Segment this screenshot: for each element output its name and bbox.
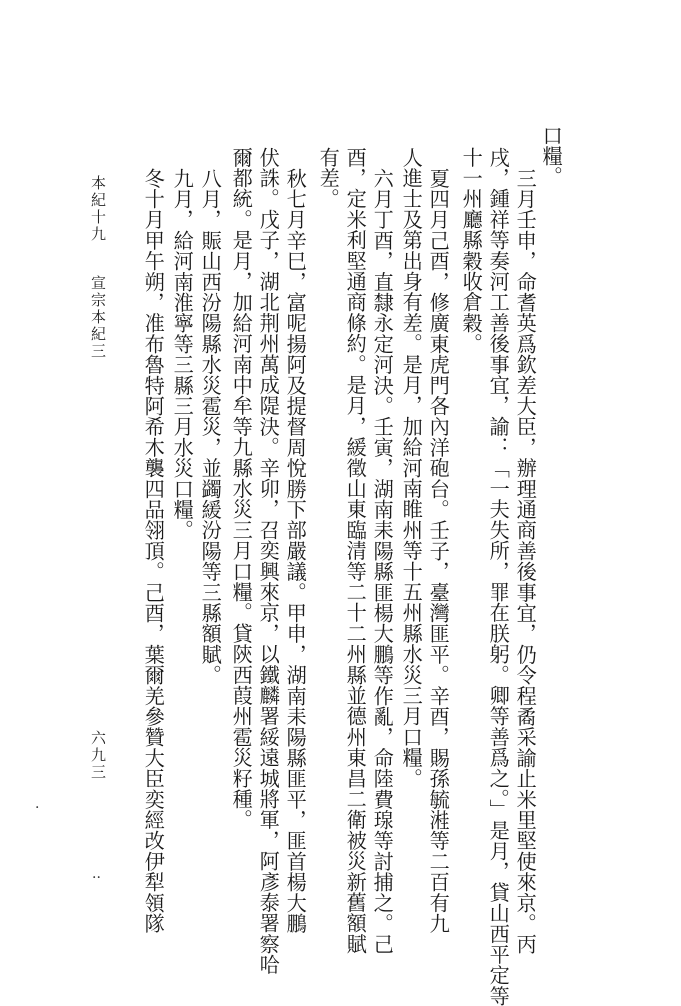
text-column-12: 爾都統。是月，加給河南中牟等九縣水災三月口糧。貸陝西葭州雹災籽種。	[229, 147, 254, 831]
text-column-15: 冬十月甲午朔，准布魯特阿希木襲四品翎頂。己酉，葉爾羌參贊大臣奕經改伊犁領隊	[141, 168, 166, 934]
text-column-9: 有差。	[316, 147, 341, 210]
text-column-5: 夏四月己酉，修廣東虎門各內洋砲台。壬子，臺灣匪平。辛酉，賜孫毓溎等二百有九	[426, 168, 451, 934]
text-column-6: 人進士及第出身有差。是月，加給河南睢州等十五州縣水災三月口糧。	[399, 147, 424, 789]
text-column-13: 八月，賑山西汾陽縣水災雹災，並蠲緩汾陽等三縣額賦。	[198, 168, 223, 686]
scan-speck: ··	[92, 870, 101, 886]
margin-page-number: 六九三	[89, 730, 107, 781]
text-column-3: 戌，鍾祥等奏河工善後事宜，諭：「一夫失所，罪在朕躬。卿等善爲之。」是月，貸山西平定等	[486, 147, 511, 1006]
text-column-10: 秋七月辛巳，富呢揚阿及提督周悅勝下部嚴議。甲申，湖南耒陽縣匪平，匪首楊大鵬	[283, 168, 308, 934]
text-column-1: 口糧。	[539, 125, 564, 188]
text-column-8: 酉，定米利堅通商條約。是月，緩徵山東臨清等二十二州縣並德州東昌二衛被災新舊額賦	[343, 147, 368, 955]
text-column-11: 伏誅。戊子，湖北荆州萬成隄決。辛卯，召奕興來京，以鐵麟署綏遠城將軍，阿彥泰署察哈	[256, 147, 281, 975]
text-column-14: 九月，給河南淮寧等三縣三月水災口糧。	[170, 168, 195, 541]
text-column-4: 十一州廳縣穀收倉穀。	[459, 147, 484, 354]
scan-speck: ·	[35, 800, 40, 816]
margin-chapter: 宣宗本紀三	[89, 275, 107, 360]
text-column-2: 三月壬申，命耆英爲欽差大臣，辦理通商善後事宜，仍令程矞采諭止米里堅使來京。丙	[513, 168, 538, 955]
margin-volume: 本紀十九	[89, 175, 107, 243]
text-column-7: 六月丁酉，直隸永定河決。壬寅，湖南耒陽縣匪楊大鵬等作亂，命陸費瑔等討捕之。己	[370, 168, 395, 955]
